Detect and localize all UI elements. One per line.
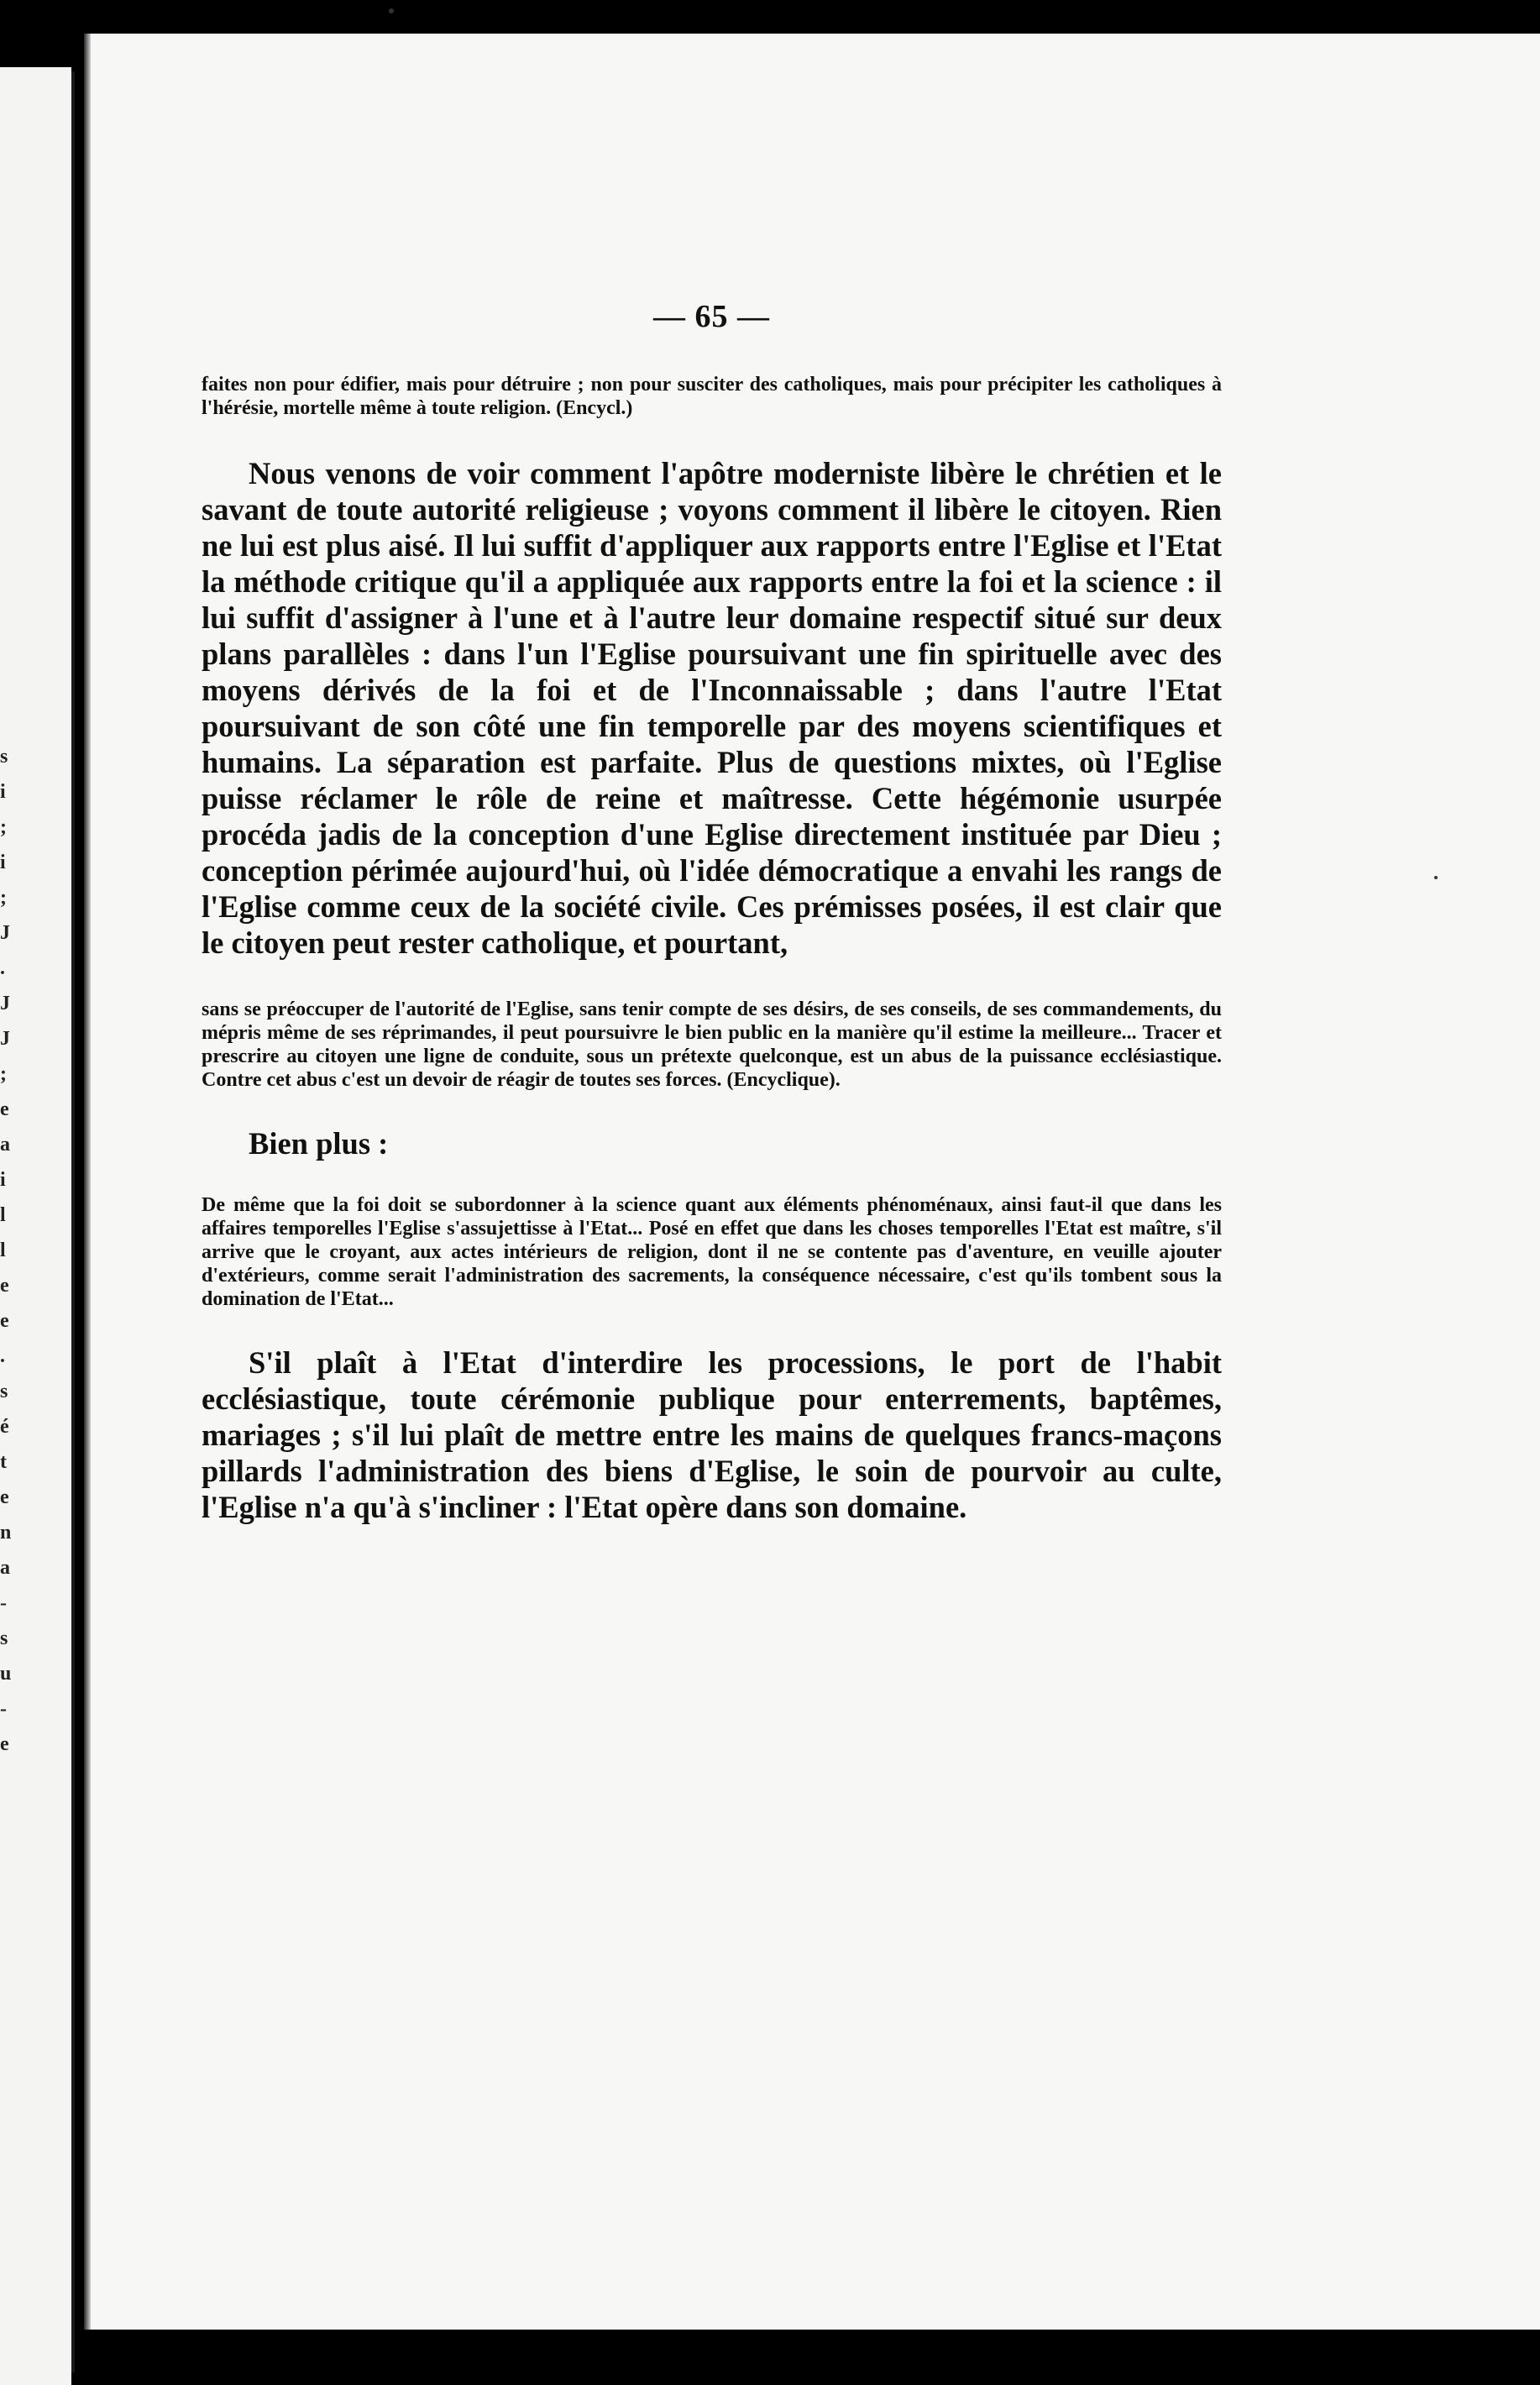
left-margin-char: ; — [0, 1063, 7, 1085]
left-margin-char: J — [0, 1028, 10, 1050]
left-page-fragment — [0, 67, 71, 2385]
left-margin-char: l — [0, 1240, 6, 1261]
page-content — [202, 298, 1222, 1525]
left-margin-char: ; — [0, 816, 7, 838]
left-margin-char: s — [0, 1381, 8, 1402]
quote-block-1: faites non pour édifier, mais pour détruire ; non pour susciter des catholiques, mais pour précipiter les catholiques à l'hérésie, mortelle même à toute religion. (Encycl.) — [202, 374, 1222, 419]
scan-speck — [1434, 876, 1438, 879]
left-margin-char: J — [0, 993, 10, 1014]
left-margin-char: é — [0, 1416, 9, 1438]
paragraph-1: Nous venons de voir comment l'apôtre moderniste libère le chrétien et le savant de toute autorité religieuse ; voyons comment il libère le citoyen. Rien ne lui est plus aisé. Il lui suffit d'appliquer aux rapports entre l'Eglise et l'Etat la méthode critique qu'il a appliquée aux rapports entre la foi et la science : il lui suffit d'assigner à l'une et à l'autre leur domaine respectif situé sur deux plans parallèles : dans l'un l'Eglise poursuivant une fin spirituelle avec des moyens dérivés de la foi et de l'Inconnaissable ; dans l'autre l'Etat poursuivant de son côté une fin temporelle par des moyens scientifiques et humains. La séparation est parfaite. Plus de questions mixtes, où l'Eglise puisse réclamer le rôle de reine et maîtresse. Cette hégémonie usurpée procéda jadis de la conception d'une Eglise directement instituée par Dieu ; conception périmée aujourd'hui, où l'idée démocratique a envahi les rangs de l'Eglise comme ceux de la société civile. Ces prémisses posées, il est clair que le citoyen peut rester catholique, et pourtant, — [202, 456, 1222, 960]
left-margin-char: e — [0, 1733, 9, 1755]
left-margin-char: n — [0, 1522, 12, 1544]
left-margin-char: l — [0, 1204, 6, 1226]
left-margin-char: i — [0, 781, 6, 803]
left-margin-char: e — [0, 1275, 9, 1297]
left-margin-char: s — [0, 746, 8, 768]
left-margin-char: t — [0, 1451, 7, 1473]
left-margin-char: a — [0, 1557, 10, 1579]
paragraph-3: S'il plaît à l'Etat d'interdire les processions, le port de l'habit ecclésiastique, toute cérémonie publique pour enterrements, baptêmes, mariages ; s'il lui plaît de mettre entre les mains de quelques francs-maçons pillards l'administration des biens d'Eglise, le soin de pourvoir au culte, l'Eglise n'a qu'à s'incliner : l'Etat opère dans son domaine. — [202, 1345, 1222, 1524]
left-page-margin-text — [0, 739, 25, 1762]
page-gutter-shadow — [84, 34, 91, 2330]
page-number: — 65 — — [653, 299, 770, 334]
left-margin-char: J — [0, 922, 10, 944]
scan-speck — [389, 8, 394, 13]
left-margin-char: e — [0, 1486, 9, 1508]
left-margin-char: i — [0, 1169, 6, 1191]
quote-block-2: sans se préoccuper de l'autorité de l'Eglise, sans tenir compte de ses désirs, de ses conseils, de ses commandements, du mépris même de ses réprimandes, il peut poursuivre le bien public en la manière qu'il estime la meilleure... Tracer et prescrire au citoyen une ligne de conduite, sous un prétexte quelconque, est un abus de la puissance ecclésiastique. Contre cet abus c'est un devoir de réagir de toutes ses forces. (Encyclique). — [202, 999, 1222, 1091]
left-margin-char: i — [0, 852, 6, 873]
left-margin-char: . — [0, 1345, 5, 1367]
left-margin-char: . — [0, 957, 5, 979]
quote-block-3: De même que la foi doit se subordonner à la science quant aux éléments phénoménaux, ainsi faut-il que dans les affaires temporelles l'Eglise s'assujettisse à l'Etat... Posé en effet que dans les choses temporelles l'Etat est maître, s'il arrive que le croyant, aux actes intérieurs de religion, dont il ne se contente pas d'aventure, en veuille ajouter d'extérieurs, comme serait l'administration des sacrements, la conséquence nécessaire, c'est qu'ils tombent sous la domination de l'Etat... — [202, 1194, 1222, 1310]
left-margin-char: e — [0, 1310, 9, 1332]
paragraph-2: Bien plus : — [249, 1126, 389, 1161]
left-page-edge — [71, 71, 75, 2372]
left-margin-char: a — [0, 1134, 10, 1156]
left-margin-char: - — [0, 1698, 7, 1720]
left-margin-char: s — [0, 1628, 8, 1649]
left-margin-char: - — [0, 1592, 7, 1614]
left-margin-char: ; — [0, 887, 7, 909]
left-margin-char: e — [0, 1098, 9, 1120]
left-margin-char: u — [0, 1663, 12, 1685]
